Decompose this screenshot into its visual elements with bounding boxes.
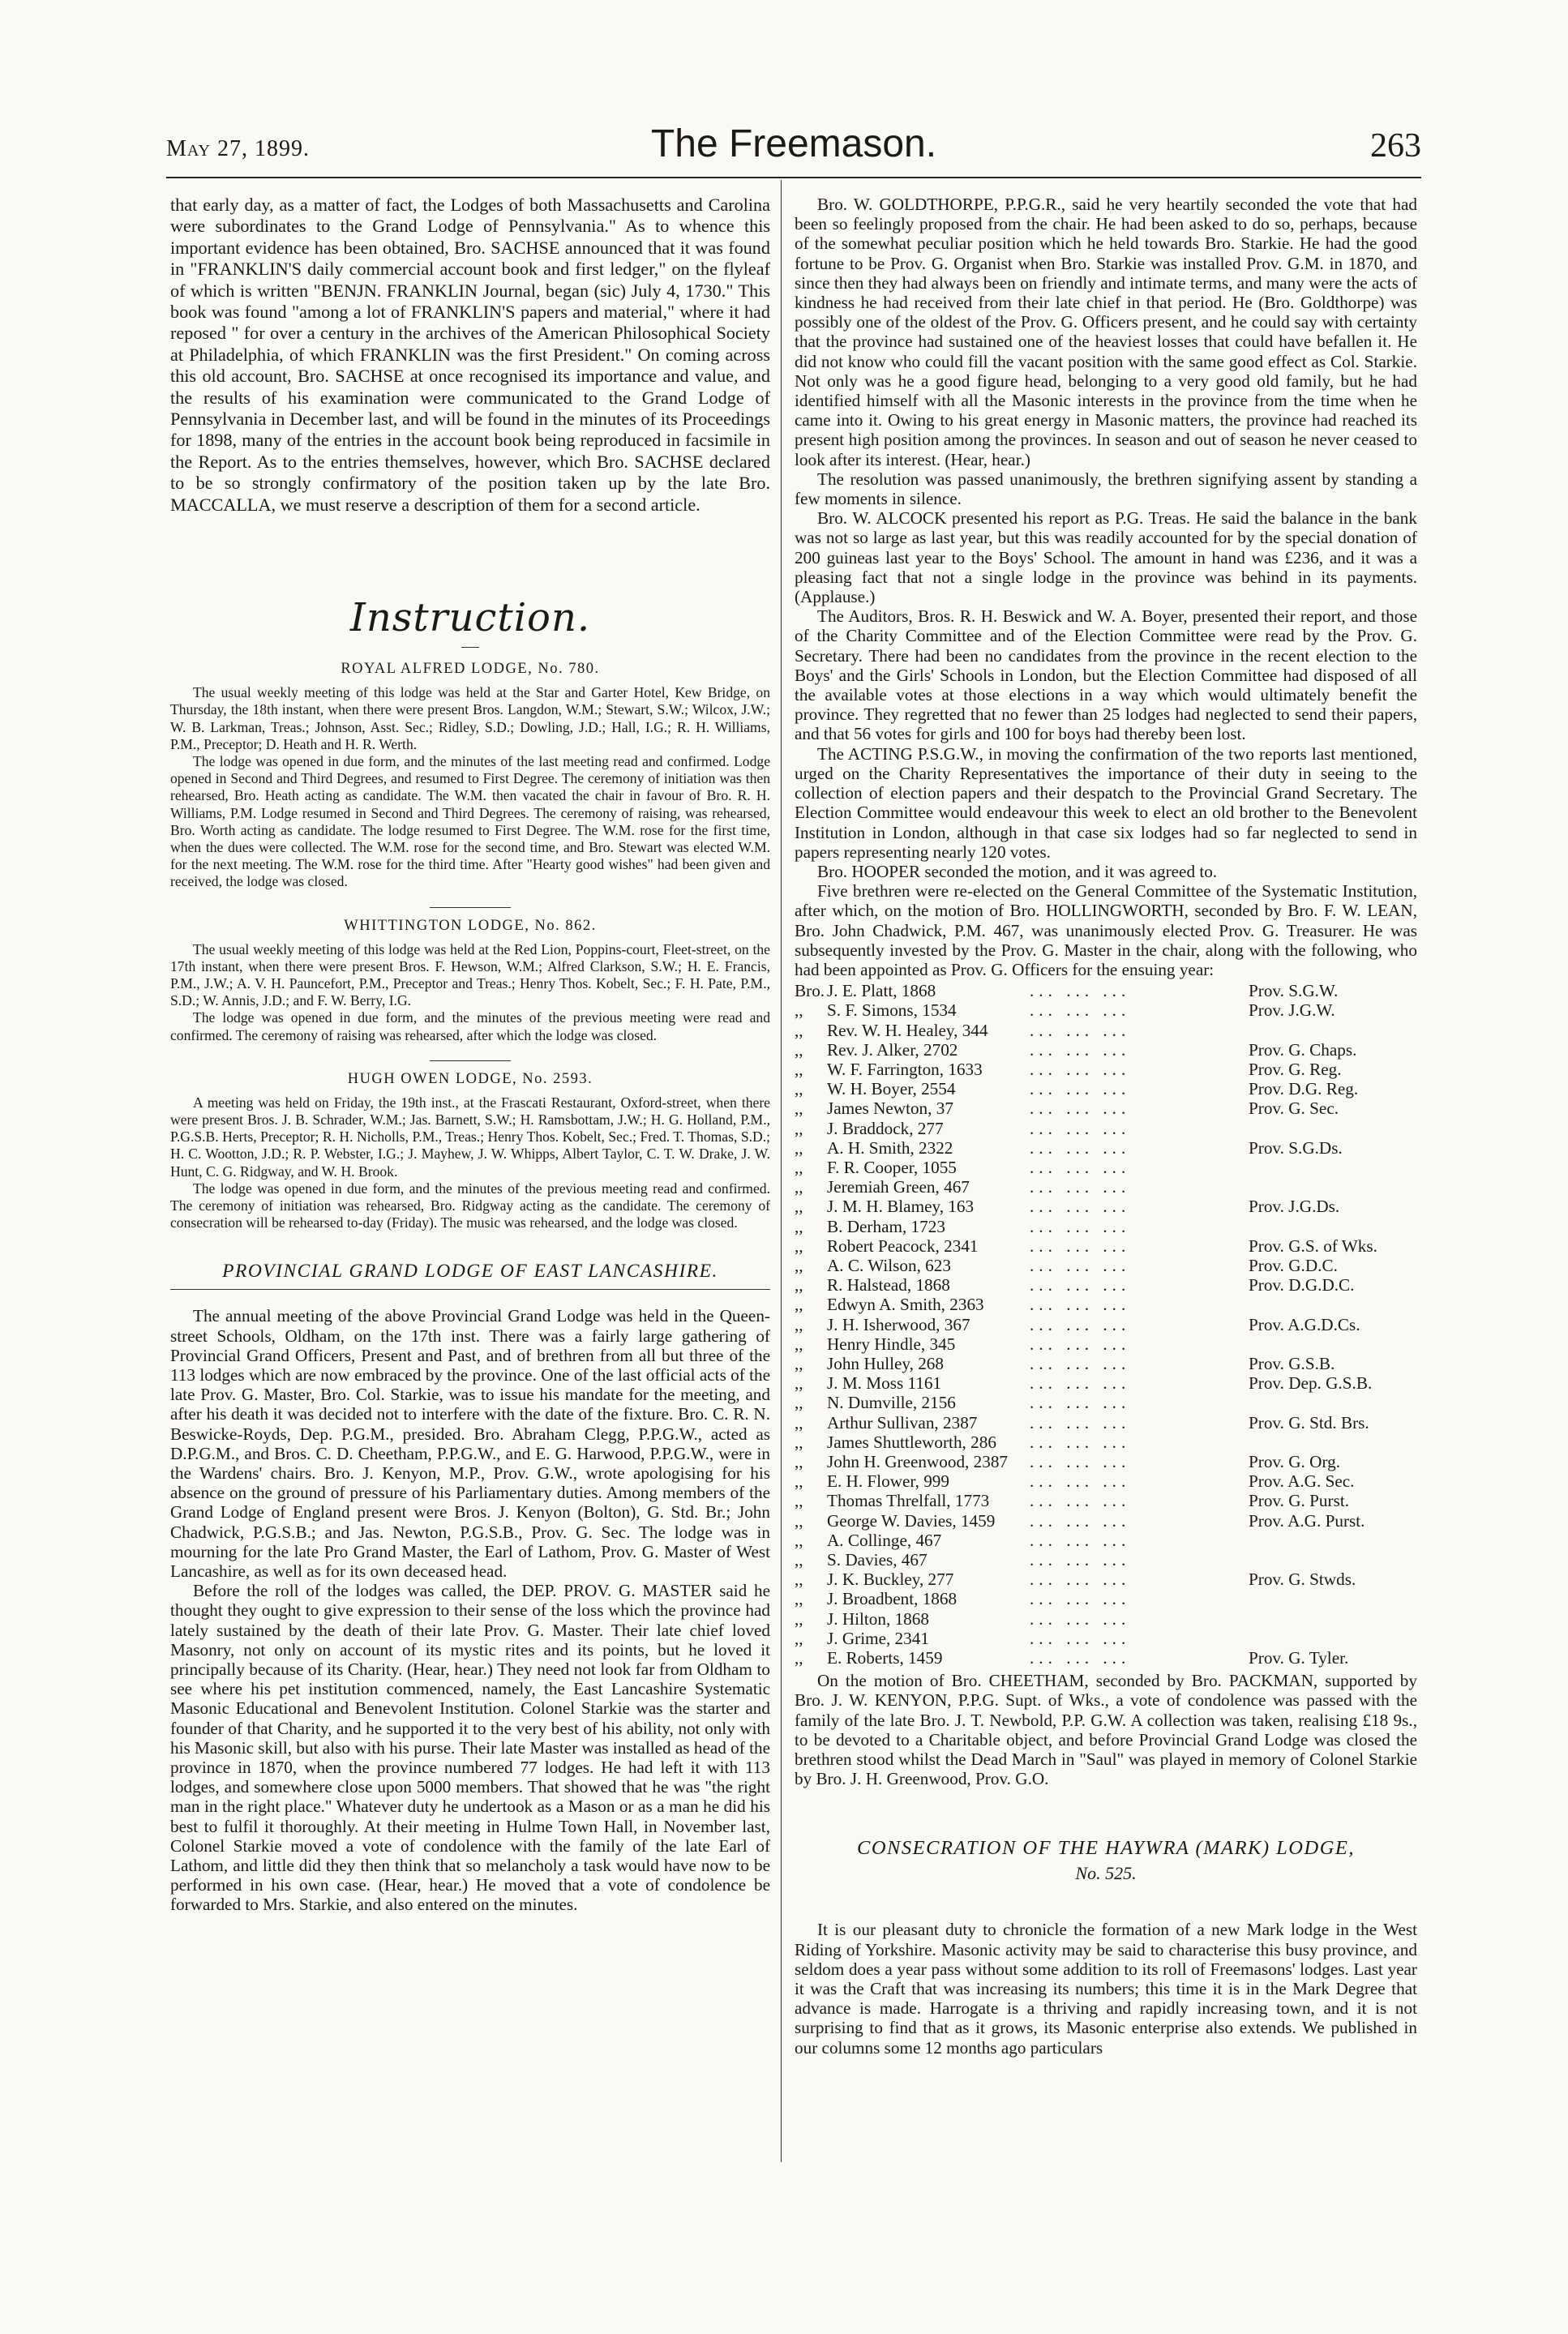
officer-office: Prov. G. Org. xyxy=(1249,1452,1341,1471)
officer-office: Prov. G. Tyler. xyxy=(1249,1648,1349,1668)
officer-office: Prov. Dep. G.S.B. xyxy=(1249,1373,1373,1394)
officer-prefix: ,, xyxy=(795,1491,803,1511)
officer-row xyxy=(795,981,1417,1000)
officer-name: Henry Hindle, 345 xyxy=(827,1334,956,1354)
officer-office xyxy=(1249,1119,1417,1138)
officer-office: Prov. G.D.C. xyxy=(1249,1255,1338,1275)
consecration-report xyxy=(795,1920,1417,2057)
leader-dots: ... ... ... xyxy=(1030,1020,1131,1040)
article-paragraph: Bro. W. GOLDTHORPE, P.P.G.R., said he very heartily seconded the vote that had been so feelingly proposed from the chair. He had been asked to do so, perhaps, because of the somewhat peculiar position which he held towards Bro. Starkie. He had the good fortune to be Prov. G. Organist when Bro. Starkie was installed Prov. G.M. in 1870, and since then they had always been on friendly and intimate terms, and many were the acts of kindness he had received from their late chief in that period. He (Bro. Goldthorpe) was possibly one of the oldest of the Prov. G. Officers present, and he could say with certainty that the province had sustained one of the heaviest losses that could have befallen it. He did not know who could fill the vacant position with the same good effect as Col. Starkie. Not only was he a good figure head, belonging to a very good old family, but he had identified himself with all the Masonic interests in the province from the time when he came into it. Owing to his great energy in Masonic matters, the province had reached its present high position among the provinces. In season and out of season he never ceased to look after its interest. (Hear, hear.) xyxy=(795,195,1417,469)
officer-office: Prov. A.G. Sec. xyxy=(1249,1471,1355,1492)
leader-dots: ... ... ... xyxy=(1030,1295,1131,1315)
column-divider xyxy=(781,180,782,2162)
officer-row xyxy=(795,1197,1417,1216)
officer-row xyxy=(795,1648,1417,1668)
section-heading-provincial: PROVINCIAL GRAND LODGE OF EAST LANCASHIRE. xyxy=(222,1261,718,1283)
officer-row xyxy=(795,1629,1417,1648)
officer-prefix: ,, xyxy=(795,1157,803,1177)
leader-dots: ... ... ... xyxy=(1030,1079,1131,1099)
leader-dots: ... ... ... xyxy=(1030,1648,1131,1668)
officers-list xyxy=(795,981,1417,1668)
officer-name: J. Broadbent, 1868 xyxy=(827,1589,958,1609)
officer-prefix: ,, xyxy=(795,1020,803,1040)
article-paragraph: The annual meeting of the above Provincial Grand Lodge was held in the Queen-street Schools, Oldham, on the 17th inst. There was a fairly large gathering of Provincial Grand Officers, Present and Past, and of brethren from all but three of the 113 lodges which are now embraced by the province. One of the last official acts of the late Prov. G. Master, Bro. Col. Starkie, was to issue his mandate for the meeting, and after his death it was decided not to interfere with the date of the fixture. Bro. C. R. N. Beswicke-Royds, Dep. P.G.M., presided. Bro. Abraham Clegg, P.P.G.W., acted as D.P.G.M., and Bros. C. D. Cheetham, P.P.G.W., and E. G. Harwood, P.P.G.W., were in the Wardens' chairs. Bro. J. Kenyon, M.P., Prov. G.W., wrote apologising for his absence on the ground of pressure of his Parliamentary duties. Among members of the Grand Lodge of England present were Bros. J. Kenyon (Bolton), G. Std. Br.; John Chadwick, P.G.S.B.; and Jas. Newton, P.G.S.B., Prov. G. Sec. The lodge was in mourning for the late Pro Grand Master, the Earl of Lathom, Prov. G. Master of West Lancashire, as well as for its own deceased head. xyxy=(170,1306,770,1582)
section-heading-instruction: Instruction. xyxy=(349,595,591,641)
officer-prefix: ,, xyxy=(795,1334,803,1354)
officer-name: James Shuttleworth, 286 xyxy=(827,1432,996,1452)
officer-prefix: ,, xyxy=(795,1000,803,1021)
leader-dots: ... ... ... xyxy=(1030,1236,1131,1256)
officer-row xyxy=(795,1589,1417,1608)
officer-prefix: Bro. xyxy=(795,981,825,1001)
officer-name: S. Davies, 467 xyxy=(827,1550,928,1570)
leader-dots: ... ... ... xyxy=(1030,1452,1131,1471)
officer-row xyxy=(795,1570,1417,1589)
leader-dots: ... ... ... xyxy=(1030,1570,1131,1590)
article-paragraph: Before the roll of the lodges was called, the DEP. PROV. G. MASTER said he thought they ought to give expression to their sense of the loss which the province had lately sustained by the death of their late Prov. G. Master. Their late chief loved Masonry, not only on account of its mystic rites and its points, but he loved it principally because of its Charity. (Hear, hear.) They need not look far from Oldham to see where his pet institution commenced, namely, the East Lancashire Systematic Masonic Educational and Benevolent Institution. Colonel Starkie was the starter and founder of that Charity, and he supported it to the very best of his ability, not only with his Masonic skill, but also with his purse. Their late Master was installed as head of the province in 1870, when the province numbered 77 lodges. He had left it with 113 lodges, and somewhere close upon 5000 members. That showed that he was "the right man in the right place." Whatever duty he undertook as a Mason or as a man he did his best to fulfil it thoroughly. At their meeting in Hulme Town Hall, in November last, Colonel Starkie moved a vote of condolence with the family of the late Earl of Lathom, and little did they then think that so melancholy a task would have now to be performed in his own case. (Hear, hear.) He moved that a vote of condolence be forwarded to Mrs. Starkie, and also entered on the minutes. xyxy=(170,1581,770,1915)
officer-office xyxy=(1249,1629,1417,1648)
officer-office: Prov. A.G.D.Cs. xyxy=(1249,1314,1360,1334)
officer-row xyxy=(795,1393,1417,1412)
officer-name: J. E. Platt, 1868 xyxy=(827,981,936,1001)
officer-prefix: ,, xyxy=(795,1353,803,1373)
officer-row xyxy=(795,1000,1417,1020)
officer-prefix: ,, xyxy=(795,1295,803,1315)
page-number: 263 xyxy=(1370,127,1421,165)
officer-row xyxy=(795,1295,1417,1314)
article-paragraph: On the motion of Bro. CHEETHAM, seconded by Bro. PACKMAN, supported by Bro. J. W. KENYON, P.P.G. Supt. of Wks., a vote of condolence was passed with the family of the late Bro. J. T. Newbold, P.P. G.W. A collection was taken, realising £18 9s., to be devoted to a Charitable object, and before Provincial Grand Lodge was closed the brethren stood whilst the Dead March in "Saul" was played in memory of Colonel Starkie by Bro. J. H. Greenwood, Prov. G.O. xyxy=(795,1671,1417,1789)
officer-name: Rev. W. H. Healey, 344 xyxy=(827,1020,988,1040)
officer-prefix: ,, xyxy=(795,1118,803,1138)
officer-name: A. H. Smith, 2322 xyxy=(827,1137,953,1158)
leader-dots: ... ... ... xyxy=(1030,1432,1131,1452)
officer-office xyxy=(1249,1295,1417,1314)
officer-name: E. Roberts, 1459 xyxy=(827,1648,943,1668)
officer-prefix: ,, xyxy=(795,1608,803,1629)
lodge-heading: ROYAL ALFRED LODGE, No. 780. xyxy=(341,661,600,678)
leader-dots: ... ... ... xyxy=(1030,1059,1131,1079)
officer-name: J. K. Buckley, 277 xyxy=(827,1570,954,1590)
lodge-paragraph: The usual weekly meeting of this lodge was held at the Star and Garter Hotel, Kew Bridge, on Thursday, the 18th instant, when there were present Bros. Langdon, W.M.; Stewart, S.W.; Wilcox, J.W.; W. B. Larkman, Treas.; Johnson, Asst. Sec.; Ridley, S.D.; Dowling, J.D.; Hall, I.G.; R. H. Williams, P.M., Preceptor; D. Heath and H. R. Werth. xyxy=(170,684,770,752)
lodge-report-royal-alfred xyxy=(170,661,770,890)
officer-row xyxy=(795,1119,1417,1138)
officer-name: R. Halstead, 1868 xyxy=(827,1275,950,1295)
lodge-heading: WHITTINGTON LODGE, No. 862. xyxy=(344,917,597,934)
officer-row xyxy=(795,1413,1417,1433)
leader-dots: ... ... ... xyxy=(1030,1118,1131,1138)
lodge-paragraph: The lodge was opened in due form, and the minutes of the previous meeting read and confirmed. The ceremony of initiation was rehearsed, Bro. Ridgway acting as the candidate. The ceremony of consecration will be rehearsed to-day (Friday). The music was rehearsed, and the lodge was closed. xyxy=(170,1180,770,1231)
leader-dots: ... ... ... xyxy=(1030,1628,1131,1648)
officer-row xyxy=(795,1236,1417,1256)
article-paragraph: Five brethren were re-elected on the General Committee of the Systematic Institution, after which, on the motion of Bro. HOLLINGWORTH, seconded by Bro. F. W. LEAN, Bro. John Chadwick, P.M. 467, was unanimously elected Prov. G. Treasurer. He was subsequently invested by the Prov. G. Master in the chair, along with the following, who had been appointed as Prov. G. Officers for the ensuing year: xyxy=(795,881,1417,979)
officer-prefix: ,, xyxy=(795,1550,803,1570)
officer-prefix: ,, xyxy=(795,1197,803,1217)
officer-name: Thomas Threlfall, 1773 xyxy=(827,1491,990,1511)
officer-office xyxy=(1249,1021,1417,1040)
officer-row xyxy=(795,1334,1417,1354)
lodge-paragraph: The lodge was opened in due form, and the minutes of the last meeting read and confirmed. Lodge opened in Second and Third Degrees, and resumed to First Degree. The ceremony of initiation was then rehearsed, Bro. Heath acting as candidate. The W.M. then vacated the chair in favour of Bro. R. H. Williams, P.M. Lodge resumed in Second and Third Degrees. The ceremony of raising, was rehearsed, Bro. Worth acting as candidate. The lodge resumed to First Degree. The W.M. rose for the first time, when the dues were collected. The W.M. rose for the second time, and Bro. Stewart was elected W.M. for the next meeting. The W.M. rose for the third time. After "Hearty good wishes" had been given and received, the lodge was closed. xyxy=(170,752,770,890)
lodge-report-whittington xyxy=(170,918,770,1044)
officer-prefix: ,, xyxy=(795,1039,803,1060)
article-continuation: that early day, as a matter of fact, the Lodges of both Massachusetts and Carolina were subordinates to the Grand Lodge of Pennsylvania." As to whence this important evidence has been obtained, Bro. SACHSE announced that it was found in "FRANKLIN'S daily commercial account book and first ledger," on the flyleaf of which is written "BENJN. FRANKLIN Journal, began (sic) July 4, 1730." This book was found "among a lot of FRANKLIN'S papers and material," where it had reposed " for over a century in the archives of the American Philosophical Society at Philadelphia, of which FRANKLIN was the first President." On coming across this old account, Bro. SACHSE at once recognised its importance and value, and the results of his examination were communicated to the Grand Lodge of Pennsylvania in December last, and will be found in the minutes of its Proceedings for 1898, many of the entries in the account book being reproduced in facsimile in the Report. As to the entries themselves, however, which Bro. SACHSE declared to be so strongly confirmatory of the position taken up by the late Bro. MACCALLA, we must reserve a description of them for a second article. xyxy=(170,195,770,515)
officer-row xyxy=(795,1531,1417,1550)
officer-office: Prov. G. Reg. xyxy=(1249,1059,1342,1079)
leader-dots: ... ... ... xyxy=(1030,1608,1131,1629)
leader-dots: ... ... ... xyxy=(1030,1530,1131,1550)
officer-row xyxy=(795,1373,1417,1393)
officer-name: Robert Peacock, 2341 xyxy=(827,1236,979,1256)
officer-prefix: ,, xyxy=(795,1393,803,1413)
officer-office: Prov. J.G.Ds. xyxy=(1249,1197,1340,1217)
officer-name: J. H. Isherwood, 367 xyxy=(827,1314,970,1334)
officer-row xyxy=(795,1177,1417,1197)
leader-dots: ... ... ... xyxy=(1030,1510,1131,1531)
lodge-paragraph: The lodge was opened in due form, and the minutes of the previous meeting were read and confirmed. The ceremony of raising was rehearsed, after which the lodge was closed. xyxy=(170,1009,770,1043)
article-paragraph: Bro. HOOPER seconded the motion, and it was agreed to. xyxy=(817,861,1218,881)
officer-office: Prov. A.G. Purst. xyxy=(1249,1510,1365,1531)
officer-prefix: ,, xyxy=(795,1059,803,1079)
officer-prefix: ,, xyxy=(795,1452,803,1471)
leader-dots: ... ... ... xyxy=(1030,1039,1131,1060)
officer-office xyxy=(1249,1177,1417,1197)
leader-dots: ... ... ... xyxy=(1030,1157,1131,1177)
officer-name: S. F. Simons, 1534 xyxy=(827,1000,957,1021)
officer-name: Jeremiah Green, 467 xyxy=(827,1177,970,1197)
officer-office: Prov. S.G.W. xyxy=(1249,981,1339,1001)
leader-dots: ... ... ... xyxy=(1030,1353,1131,1373)
officer-prefix: ,, xyxy=(795,1137,803,1158)
officer-name: J. Grime, 2341 xyxy=(827,1628,929,1648)
officer-prefix: ,, xyxy=(795,1079,803,1099)
officer-prefix: ,, xyxy=(795,1314,803,1334)
officer-row xyxy=(795,1550,1417,1570)
officer-office xyxy=(1249,1158,1417,1177)
officer-row xyxy=(795,1315,1417,1334)
officer-row xyxy=(795,1079,1417,1098)
leader-dots: ... ... ... xyxy=(1030,1589,1131,1609)
officer-office: Prov. G.S. of Wks. xyxy=(1249,1236,1377,1256)
officer-name: J. Braddock, 277 xyxy=(827,1118,944,1138)
officer-prefix: ,, xyxy=(795,1510,803,1531)
leader-dots: ... ... ... xyxy=(1030,1000,1131,1021)
leader-dots: ... ... ... xyxy=(1030,1412,1131,1433)
officer-prefix: ,, xyxy=(795,1373,803,1394)
officer-office: Prov. G. Chaps. xyxy=(1249,1039,1357,1060)
officer-name: F. R. Cooper, 1055 xyxy=(827,1157,957,1177)
officer-name: Rev. J. Alker, 2702 xyxy=(827,1039,958,1060)
leader-dots: ... ... ... xyxy=(1030,1255,1131,1275)
lodge-paragraph: The usual weekly meeting of this lodge was held at the Red Lion, Poppins-court, Fleet-street, on the 17th instant, when there were present Bros. F. Hewson, W.M.; Alfred Clarkson, S.W.; H. E. Francis, P.M., J.W.; A. V. H. Pauncefort, P.M., Preceptor and Treas.; Henry Thos. Kobelt, Sec.; F. H. Pate, P.M., S.D.; W. Annis, J.D.; and F. W. Berry, I.G. xyxy=(170,940,770,1009)
officer-row xyxy=(795,1511,1417,1531)
officer-office: Prov. S.G.Ds. xyxy=(1249,1137,1343,1158)
newspaper-title: The Freemason. xyxy=(650,122,937,165)
officer-name: A. Collinge, 467 xyxy=(827,1530,942,1550)
officer-row xyxy=(795,1275,1417,1295)
leader-dots: ... ... ... xyxy=(1030,981,1131,1001)
officer-row xyxy=(795,1060,1417,1079)
officer-name: John Hulley, 268 xyxy=(827,1353,944,1373)
leader-dots: ... ... ... xyxy=(1030,1275,1131,1295)
officer-name: A. C. Wilson, 623 xyxy=(827,1255,951,1275)
officer-prefix: ,, xyxy=(795,1255,803,1275)
officer-office: Prov. J.G.W. xyxy=(1249,1000,1335,1021)
officer-prefix: ,, xyxy=(795,1236,803,1256)
officer-office xyxy=(1249,1550,1417,1570)
officer-office xyxy=(1249,1433,1417,1452)
leader-dots: ... ... ... xyxy=(1030,1216,1131,1236)
officer-name: W. H. Boyer, 2554 xyxy=(827,1079,956,1099)
leader-dots: ... ... ... xyxy=(1030,1334,1131,1354)
officer-prefix: ,, xyxy=(795,1275,803,1295)
officer-office xyxy=(1249,1589,1417,1608)
officer-name: N. Dumville, 2156 xyxy=(827,1393,956,1413)
lodge-paragraph: A meeting was held on Friday, the 19th inst., at the Frascati Restaurant, Oxford-street, when there were present Bros. J. B. Schrader, W.M.; Jas. Barnett, S.W.; H. Ramsbottam, J.W.; H. G. Holland, P.M., P.G.S.B. Herts, Preceptor; R. H. Nicholls, P.M., Treas.; Henry Thos. Kobelt, Sec.; Fred. T. Thomas, S.D.; H. C. Wootton, J.D.; R. P. Webster, I.G.; J. Mayhew, J. W. Whipps, Albert Taylor, C. T. W. Drake, J. W. Hunt, C. G. Ridgway, and W. H. Brook. xyxy=(170,1094,770,1180)
leader-dots: ... ... ... xyxy=(1030,1393,1131,1413)
officer-name: Edwyn A. Smith, 2363 xyxy=(827,1295,984,1315)
officer-office: Prov. D.G. Reg. xyxy=(1249,1079,1359,1099)
officer-row xyxy=(795,1217,1417,1236)
officer-prefix: ,, xyxy=(795,1098,803,1119)
article-paragraph: Bro. W. ALCOCK presented his report as P.G. Treas. He said the balance in the bank was not so large as last year, but this was readily accounted for by the special donation of 200 guineas last year to the Boys' School. The amount in hand was £236, and it was a pleasing fact that not a single lodge in the province was behind in its payments. (Applause.) xyxy=(795,508,1417,607)
issue-date: May 27, 1899. xyxy=(166,136,310,161)
officer-row xyxy=(795,1256,1417,1275)
officer-office xyxy=(1249,1217,1417,1236)
officer-prefix: ,, xyxy=(795,1628,803,1648)
officer-office: Prov. D.G.D.C. xyxy=(1249,1275,1355,1295)
officer-prefix: ,, xyxy=(795,1589,803,1609)
article-paragraph: The resolution was passed unanimously, the brethren signifying assent by standing a few moments in silence. xyxy=(795,469,1417,509)
provincial-report xyxy=(170,1306,770,1914)
officer-name: J. M. H. Blamey, 163 xyxy=(827,1197,975,1217)
officer-name: George W. Davies, 1459 xyxy=(827,1510,996,1531)
article-paragraph: It is our pleasant duty to chronicle the formation of a new Mark lodge in the West Riding of Yorkshire. Masonic activity may be said to characterise this busy province, and seldom does a year pass without some addition to its roll of Freemasons' lodges. Last year it was the Craft that was increasing its numbers; this time it is in the Mark Degree that advance is made. Harrogate is a thriving and rapidly increasing town, and it is not surprising to find that as it grows, its Masonic enterprise also extends. We published in our columns some 12 months ago particulars xyxy=(795,1920,1417,2058)
heading-rule xyxy=(461,647,479,648)
left-column xyxy=(170,195,770,1915)
officer-row xyxy=(795,1098,1417,1118)
officer-row xyxy=(795,1354,1417,1373)
officer-office xyxy=(1249,1609,1417,1629)
officer-prefix: ,, xyxy=(795,1412,803,1433)
officer-row xyxy=(795,1040,1417,1060)
leader-dots: ... ... ... xyxy=(1030,1471,1131,1492)
leader-dots: ... ... ... xyxy=(1030,1373,1131,1394)
leader-dots: ... ... ... xyxy=(1030,1137,1131,1158)
leader-dots: ... ... ... xyxy=(1030,1177,1131,1197)
officer-name: J. Hilton, 1868 xyxy=(827,1608,929,1629)
officer-office: Prov. G. Std. Brs. xyxy=(1249,1412,1369,1433)
officer-row xyxy=(795,1433,1417,1452)
masthead-rule xyxy=(166,177,1421,178)
officer-row xyxy=(795,1021,1417,1040)
officer-name: J. M. Moss 1161 xyxy=(827,1373,942,1394)
officer-name: James Newton, 37 xyxy=(827,1098,953,1119)
provincial-report-continued xyxy=(795,195,1417,979)
officer-office xyxy=(1249,1393,1417,1412)
lodge-number: No. 525. xyxy=(1075,1863,1137,1884)
leader-dots: ... ... ... xyxy=(1030,1314,1131,1334)
officer-prefix: ,, xyxy=(795,1648,803,1668)
officer-row xyxy=(795,1609,1417,1629)
officer-row xyxy=(795,1138,1417,1158)
leader-dots: ... ... ... xyxy=(1030,1098,1131,1119)
officer-office xyxy=(1249,1531,1417,1550)
officer-office: Prov. G.S.B. xyxy=(1249,1353,1335,1373)
article-paragraph: The ACTING P.S.G.W., in moving the confirmation of the two reports last mentioned, urged on the Charity Representatives the importance of their duty in seeing to the collection of election papers and their despatch to the Provincial Grand Secretary. The Election Committee would endeavour this week to elect an old brother to the Benevolent Institution in London, although in that case six lodges had so far neglected to send in papers representing nearly 120 votes. xyxy=(795,743,1417,862)
officer-row xyxy=(795,1452,1417,1471)
officer-office: Prov. G. Stwds. xyxy=(1249,1570,1356,1590)
lodge-report-hugh-owen xyxy=(170,1071,770,1232)
officer-name: B. Derham, 1723 xyxy=(827,1216,945,1236)
separator-rule xyxy=(430,1060,511,1061)
leader-dots: ... ... ... xyxy=(1030,1550,1131,1570)
officer-prefix: ,, xyxy=(795,1471,803,1492)
leader-dots: ... ... ... xyxy=(1030,1491,1131,1511)
officer-name: John H. Greenwood, 2387 xyxy=(827,1452,1009,1471)
right-column xyxy=(795,195,1417,2058)
officer-office xyxy=(1249,1334,1417,1354)
article-paragraph: The Auditors, Bros. R. H. Beswick and W. A. Boyer, presented their report, and those of the Charity Committee and of the Election Committee were read by the Prov. G. Secretary. There had been no candidates from the province in the recent election to the Boys' and the Girls' Schools in London, but the Election Committee had disposed of all the available votes at those elections in a way which would ultimately benefit the province. They regretted that no fewer than 25 lodges had neglected to send their papers, and that 56 votes for girls and 100 for boys had thereby been lost. xyxy=(795,606,1417,744)
officer-row xyxy=(795,1471,1417,1491)
officer-name: W. F. Farrington, 1633 xyxy=(827,1059,983,1079)
heading-rule xyxy=(170,1289,770,1290)
separator-rule xyxy=(430,907,511,908)
officer-row xyxy=(795,1158,1417,1177)
lodge-heading: HUGH OWEN LODGE, No. 2593. xyxy=(347,1070,593,1087)
officer-prefix: ,, xyxy=(795,1432,803,1452)
officer-prefix: ,, xyxy=(795,1530,803,1550)
officer-name: E. H. Flower, 999 xyxy=(827,1471,949,1492)
officer-prefix: ,, xyxy=(795,1177,803,1197)
officer-prefix: ,, xyxy=(795,1570,803,1590)
officer-name: Arthur Sullivan, 2387 xyxy=(827,1412,978,1433)
officer-prefix: ,, xyxy=(795,1216,803,1236)
masthead xyxy=(166,122,1421,172)
officer-office: Prov. G. Purst. xyxy=(1249,1491,1349,1511)
leader-dots: ... ... ... xyxy=(1030,1197,1131,1217)
section-heading-consecration: CONSECRATION OF THE HAYWRA (MARK) LODGE, xyxy=(857,1837,1355,1860)
officer-row xyxy=(795,1491,1417,1510)
officer-office: Prov. G. Sec. xyxy=(1249,1098,1339,1119)
